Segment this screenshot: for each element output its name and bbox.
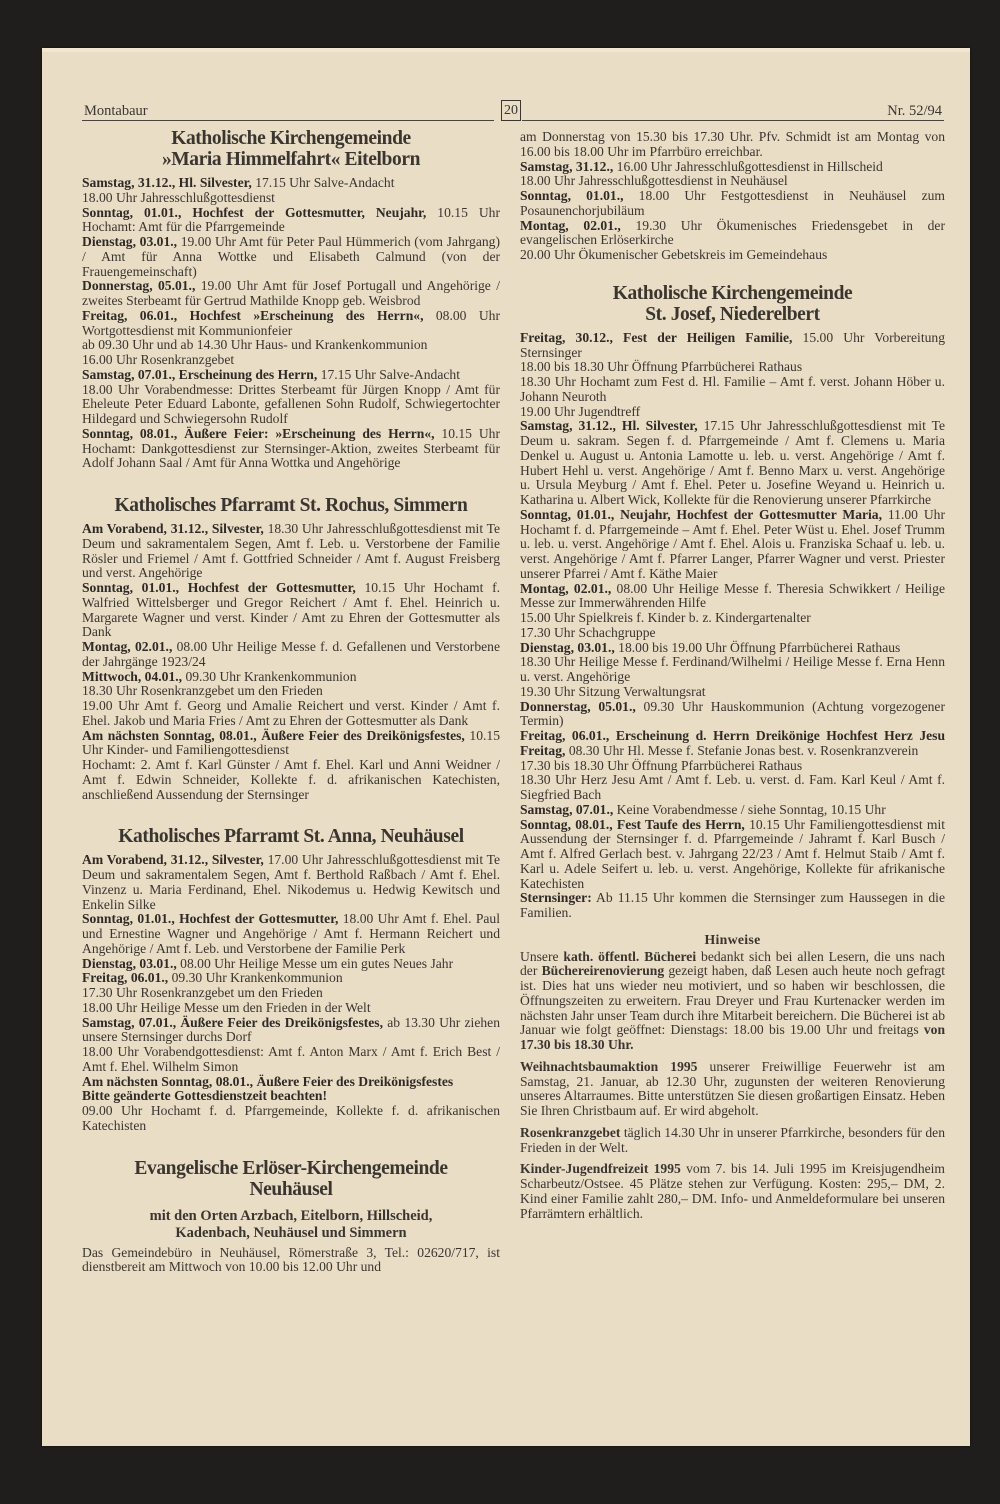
section-title-line: Katholische Kirchengemeinde: [171, 128, 411, 149]
schedule-entry: [82, 235, 500, 279]
entry-date-label: Samstag, 31.12., Hl. Silvester,: [82, 175, 252, 190]
entry-date-label: Samstag, 07.01., Äußere Feier des Dreikönigsfestes,: [82, 1014, 383, 1030]
entry-text: 19.00 Uhr Amt für Josef Portugall und Angehörige / zweites Sterbeamt für Gertrud Mathilde Knopp geb. Weisbrod: [82, 278, 500, 308]
entry-date-label: Sonntag, 01.01., Hochfest der Gottesmutter,: [82, 580, 356, 595]
section-niederelbert: [520, 283, 945, 921]
entry-text: 18.00 bis 18.30 Uhr Öffnung Pfarrbücherei Rathaus: [520, 359, 803, 375]
entry-text: 15.00 Uhr Spielkreis f. Kinder b. z. Kindergartenalter: [520, 610, 811, 625]
entry-list: [520, 160, 945, 263]
schedule-entry: [520, 626, 945, 641]
entry-date-label: Montag, 02.01.,: [520, 217, 621, 233]
entry-date-label: Sonntag, 08.01., Äußere Feier: »Erscheinung des Herrn«,: [82, 425, 435, 441]
schedule-entry: [520, 508, 945, 582]
notice-paragraph: [520, 1126, 945, 1156]
schedule-entry: [82, 640, 500, 670]
entry-date-label: Samstag, 07.01., Erscheinung des Herrn,: [82, 366, 318, 382]
entry-text: 08.00 Uhr Wortgottesdienst mit Kommunionfeier: [82, 307, 500, 338]
notice-text: bedankt sich bei allen Lesern, die uns nach der: [520, 948, 945, 979]
entry-text: 09.00 Uhr Hochamt f. d. Pfarrgemeinde, Kollekte f. d. afrikanischen Katechisten: [82, 1103, 500, 1133]
entry-text: 17.30 Uhr Rosenkranzgebet um den Frieden: [82, 985, 323, 1000]
section-subtitle-line: mit den Orten Arzbach, Eitelborn, Hillscheid,: [149, 1207, 433, 1224]
schedule-entry: [520, 655, 945, 685]
section-evangelisch-continued: [520, 130, 945, 263]
schedule-entry: [520, 700, 945, 730]
header-issue-number: Nr. 52/94: [887, 103, 942, 119]
notice-highlight: Büchereirenovierung: [541, 963, 665, 979]
schedule-entry: [82, 427, 500, 471]
header-location: Montabaur: [84, 103, 148, 119]
entry-text: 08.00 Uhr Heilige Messe f. Theresia Schwikkert / Heilige Messe zur Immerwährenden Hilfe: [520, 580, 945, 611]
entry-text: 18.00 Uhr Heilige Messe um den Frieden in der Welt: [82, 999, 371, 1015]
entry-text: 17.15 Uhr Jahresschlußgottesdienst mit Te Deum u. sakram. Segen f. d. Pfarrgemeinde / Amt f. Clemens u. Maria Denkel u. August u. Antonia Lamotte u. leb. u. verst. Angehörige / Amt f. Hubert Hehl u. verst. Angehörige / Amt f. Benno Marx u. verst. Angehörige u. Ursula Meyburg / Amt f. Ehel. Peter u. Josefine Weyand u. Heinrich u. Katharina u. Albert Wick, Kollekte für die Renovierung unserer Pfarrkirche: [520, 418, 945, 507]
notice-text: Unsere: [520, 948, 564, 964]
entry-text: 18.00 bis 19.00 Uhr Öffnung Pfarrbücherei Rathaus: [614, 639, 901, 655]
entry-text: 08.00 Uhr Heilige Messe um ein gutes Neues Jahr: [176, 955, 454, 971]
entry-date-label: Sonntag, 01.01., Hochfest der Gottesmutter,: [82, 911, 339, 927]
entry-date-label: Sonntag, 01.01.,: [520, 188, 624, 203]
schedule-entry: [82, 729, 500, 759]
spacer: [82, 1134, 500, 1158]
section-title-line: Katholische Kirchengemeinde: [612, 282, 853, 304]
entry-date-label: Sonntag, 01.01., Neujahr, Hochfest der Gottesmutter Maria,: [520, 506, 882, 522]
schedule-entry: [520, 375, 945, 405]
spacer: [520, 263, 945, 283]
section-title-line: Evangelische Erlöser-Kirchengemeinde: [134, 1157, 448, 1179]
entry-text: 17.15 Uhr Salve-Andacht: [317, 366, 460, 382]
entry-text: 19.30 Uhr Sitzung Verwaltungsrat: [520, 683, 706, 699]
notice-paragraph: [520, 950, 945, 1053]
schedule-entry: [82, 853, 500, 912]
page-number-box: 20: [501, 100, 521, 121]
schedule-entry: [82, 338, 500, 353]
section-title-line: St. Josef, Niederelbert: [645, 303, 820, 325]
page-header: [82, 100, 944, 122]
notice-text: täglich 14.30 Uhr in unserer Pfarrkirche, besonders für den Frieden in der Welt.: [520, 1124, 945, 1155]
schedule-entry: [82, 1089, 500, 1104]
entry-date-label: Am Vorabend, 31.12., Silvester,: [82, 521, 264, 536]
entry-list: [82, 853, 500, 1133]
entry-text: 10.15 Uhr Familiengottesdienst mit Aussendung der Sternsinger f. d. Pfarrgemeinde / Jahramt f. Karl Busch / Amt f. Alfred Gerlach best. v. Jahrgang 22/23 / Amt f. Helmut Staib / Amt f. Karl u. Adele Seifert u. leb. u. verst. Angehörige, Kollekte für afrikanische Katechisten: [520, 816, 945, 891]
entry-date-label: Freitag, 30.12., Fest der Heiligen Familie,: [520, 329, 793, 345]
entry-text: 09.30 Uhr Hauskommunion (Achtung vorgezogener Termin): [520, 698, 945, 729]
entry-text: Hochamt: 2. Amt f. Karl Günster / Amt f. Ehel. Karl und Anni Weidner / Amt f. Edwin Schneider, Kollekte f. d. afrikanischen Katechisten, anschließend Aussendung der Sternsinger: [82, 757, 500, 802]
schedule-entry: [520, 803, 945, 818]
newspaper-page: [42, 48, 970, 1446]
entry-text: 18.00 Uhr Jahresschlußgottesdienst in Neuhäusel: [520, 173, 788, 189]
schedule-entry: [82, 1016, 500, 1046]
entry-date-label: Am Vorabend, 31.12., Silvester,: [82, 852, 264, 868]
schedule-entry: [520, 189, 945, 219]
schedule-entry: [82, 986, 500, 1001]
entry-text: 17.00 Uhr Jahresschlußgottesdienst mit Te Deum und sakramentalem Segen, Amt f. Berthold Raßbach / Amt f. Ehel. Vinzenz u. Maria Ferdinand, Ehel. Nikodemus u. Hedwig Kewitsch und Enkelin Silke: [82, 852, 500, 912]
section-title: Katholisches Pfarramt St. Anna, Neuhäusel: [118, 826, 464, 848]
section-evangelisch: [82, 1158, 500, 1276]
entry-text: 17.30 Uhr Schachgruppe: [520, 624, 656, 640]
notice-highlight: Rosenkranzgebet: [520, 1124, 621, 1140]
spacer: [82, 802, 500, 826]
entry-text: 17.30 bis 18.30 Uhr Öffnung Pfarrbücherei Rathaus: [520, 757, 803, 773]
schedule-entry: [82, 279, 500, 309]
entry-text: 17.15 Uhr Salve-Andacht: [251, 175, 395, 190]
schedule-entry: [82, 191, 500, 206]
entry-text: 10.15 Uhr Hochamt: Amt für die Pfarrgemeinde: [82, 204, 500, 235]
entry-text: 08.00 Uhr Heilige Messe f. d. Gefallenen und Verstorbene der Jahrgänge 1923/24: [82, 639, 500, 669]
schedule-entry: [82, 699, 500, 729]
entry-date-label: Montag, 02.01.,: [82, 639, 173, 654]
entry-text: 18.30 Uhr Herz Jesu Amt / Amt f. Leb. u. verst. d. Fam. Karl Keul / Amt f. Siegfried Bach: [520, 772, 945, 802]
entry-text: 18.30 Uhr Rosenkranzgebet um den Frieden: [82, 683, 323, 699]
entry-text: 19.00 Uhr Jugendtreff: [520, 403, 641, 419]
schedule-entry: [520, 582, 945, 612]
entry-text: 18.00 Uhr Vorabendmesse: Drittes Sterbeamt für Jürgen Knopp / Amt für Eheleute Peter Eduard Labonte, gefallenen Sohn Rudolf, Schwiegertochter Hildegard und Schwiegersohn Rudolf: [82, 381, 500, 426]
notice-text: gezeigt haben, daß Lesen auch heute noch gefragt ist. Dies hat uns wieder neu motiviert, und so haben wir beschlossen, die Öffnungszeiten zu erweitern. Frau Dreyer und Frau Kurtenacker werden im nächsten Jahr unser Team durch ihre Mitarbeit bereichern. Die Bücherei ist ab Januar wie folgt geöffnet: Dienstags: 18.00 bis 19.00 Uhr und freitags: [520, 963, 945, 1038]
notice-text: unserer Freiwillige Feuerwehr ist am Samstag, 21. Januar, ab 12.30 Uhr, zugunsten der weiteren Renovierung unseres Altarraumes. Bitte unterstützen Sie diesen großartigen Einsatz. Heben Sie Ihren Christbaum auf. Er wird abgeholt.: [520, 1058, 945, 1118]
entry-text: Keine Vorabendmesse / siehe Sonntag, 10.15 Uhr: [613, 801, 886, 817]
section-subtitle-line: Kadenbach, Neuhäusel und Simmern: [175, 1224, 407, 1241]
entry-text: 20.00 Uhr Ökumenischer Gebetskreis im Gemeindehaus: [520, 247, 828, 262]
spacer: [82, 471, 500, 495]
left-column: [82, 128, 500, 1275]
section-title: [82, 1158, 500, 1200]
entry-text: 15.00 Uhr Vorbereitung Sternsinger: [520, 329, 945, 360]
schedule-entry: [520, 818, 945, 892]
entry-date-label: Samstag, 07.01.,: [520, 801, 614, 817]
schedule-entry: [82, 971, 500, 986]
schedule-entry: [82, 684, 500, 699]
section-title-line: »Maria Himmelfahrt« Eitelborn: [161, 149, 421, 170]
entry-date-label: Samstag, 31.12., Hl. Silvester,: [520, 418, 698, 434]
entry-text: 19.00 Uhr Amt für Peter Paul Hümmerich (vom Jahrgang) / Amt für Anna Wottke und Elisabeth Calmund (von der Frauengemeinschaft): [82, 234, 501, 279]
notice-highlight: Weihnachtsbaumaktion 1995: [520, 1058, 698, 1074]
entry-text: 18.30 Uhr Hochamt zum Fest d. Hl. Familie – Amt f. verst. Johann Höber u. Johann Neuroth: [520, 374, 945, 404]
section-hinweise: [520, 933, 945, 1222]
section-title: Katholisches Pfarramt St. Rochus, Simmern: [114, 495, 468, 516]
section-neuhaeusel: [82, 826, 500, 1133]
entry-date-label: Sonntag, 08.01., Fest Taufe des Herrn,: [520, 816, 745, 832]
notice-highlight: kath. öffentl. Bücherei: [563, 948, 697, 964]
section-eitelborn: [82, 128, 500, 471]
entry-text: 16.00 Uhr Jahresschlußgottesdienst in Hillscheid: [613, 158, 883, 174]
entry-text: 18.00 Uhr Amt f. Ehel. Paul und Ernestine Wagner und Angehörige / Amt f. Hermann Reichert und Angehörige / Amt f. Leb. und Verstorbene der Familie Perk: [82, 911, 500, 956]
section-title-line: Neuhäusel: [249, 1178, 333, 1200]
entry-date-label: Mittwoch, 04.01.,: [82, 668, 183, 684]
schedule-entry: [82, 522, 500, 581]
entry-text: ab 09.30 Uhr und ab 14.30 Uhr Haus- und Krankenkommunion: [82, 337, 428, 353]
schedule-entry: [520, 360, 945, 375]
schedule-entry: [520, 611, 945, 626]
schedule-entry: [520, 248, 945, 263]
schedule-entry: [82, 758, 500, 802]
entry-list: [82, 522, 500, 802]
entry-date-label: Dienstag, 03.01.,: [82, 234, 178, 249]
entry-text: ab 13.30 Uhr ziehen unsere Sternsinger durchs Dorf: [82, 1014, 500, 1045]
notice-highlight: von 17.30 bis 18.30 Uhr.: [520, 1022, 945, 1052]
schedule-entry: [520, 759, 945, 774]
entry-text: 16.00 Uhr Rosenkranzgebet: [82, 352, 235, 367]
section-title: [520, 283, 945, 325]
entry-text: 19.30 Uhr Ökumenisches Friedensgebet in der evangelischen Erlöserkirche: [520, 217, 945, 248]
schedule-entry: [520, 685, 945, 700]
section-subtitle: [82, 1208, 500, 1242]
entry-date-label: Sonntag, 01.01., Hochfest der Gottesmutter, Neujahr,: [82, 204, 427, 220]
section-simmern: [82, 495, 500, 802]
entry-date-label: Am nächsten Sonntag, 08.01., Äußere Feier des Dreikönigsfestes,: [82, 727, 465, 743]
hinweise-paragraphs: [520, 950, 945, 1222]
schedule-entry: [82, 368, 500, 383]
schedule-entry: [520, 219, 945, 249]
notice-paragraph: [520, 1060, 945, 1119]
header-rule-left: [82, 120, 494, 121]
entry-date-label: Dienstag, 03.01.,: [82, 955, 177, 971]
schedule-entry: [520, 331, 945, 361]
schedule-entry: [520, 641, 945, 656]
entry-text: 09.30 Uhr Krankenkommunion: [168, 970, 343, 986]
entry-text: 08.30 Uhr Hl. Messe f. Stefanie Jonas best. v. Rosenkranzverein: [565, 742, 919, 758]
schedule-entry: [520, 174, 945, 189]
schedule-entry: [82, 670, 500, 685]
schedule-entry: [82, 206, 500, 236]
entry-date-label: Freitag, 06.01., Hochfest »Erscheinung des Herrn«,: [82, 307, 424, 323]
schedule-entry: [520, 405, 945, 420]
schedule-entry: [82, 1001, 500, 1016]
entry-text: Ab 11.15 Uhr kommen die Sternsinger zum Haussegen in die Familien.: [520, 890, 945, 920]
entry-date-label: Donnerstag, 05.01.,: [82, 278, 196, 294]
schedule-entry: [520, 419, 945, 508]
entry-date-label: Bitte geänderte Gottesdienstzeit beachten!: [82, 1088, 327, 1104]
schedule-entry: [520, 891, 945, 921]
entry-date-label: Samstag, 31.12.,: [520, 158, 614, 174]
schedule-entry: [82, 957, 500, 972]
entry-text: 10.15 Uhr Hochamt: Dankgottesdienst zur Sternsinger-Aktion, zweites Sterbeamt für Adolf Johann Saal / Amt für Anna Wottka und Angehörige: [82, 425, 500, 471]
schedule-entry: [82, 912, 500, 956]
entry-date-label: Montag, 02.01.,: [520, 580, 612, 596]
schedule-entry: [520, 729, 945, 759]
entry-text: 19.00 Uhr Amt f. Georg und Amalie Reichert und verst. Kinder / Amt f. Ehel. Jakob und Maria Fries / Amt zu Ehren der Gottesmutter als Dank: [82, 698, 500, 728]
notice-highlight: Kinder-Jugendfreizeit 1995: [520, 1161, 681, 1177]
entry-list: [520, 331, 945, 921]
schedule-entry: [82, 1104, 500, 1134]
entry-text: 18.30 Uhr Jahresschlußgottesdienst mit Te Deum und sakramentalem Segen, Amt f. Leb. u. Verstorbene der Familie Rösler und Friemel / Amt f. Gottfried Schneider / Amt f. August Freisberg und verst. Angehörige: [82, 521, 500, 581]
entry-text: 18.00 Uhr Jahresschlußgottesdienst: [82, 189, 275, 205]
entry-date-label: Sternsinger:: [520, 890, 592, 906]
schedule-entry: [520, 773, 945, 803]
schedule-entry: [82, 383, 500, 427]
right-column: [520, 130, 945, 1228]
notice-paragraph: [520, 1162, 945, 1221]
entry-text: 10.15 Uhr Kinder- und Familiengottesdienst: [82, 727, 501, 758]
hinweise-title: Hinweise: [704, 931, 761, 947]
office-hours-intro: Das Gemeindebüro in Neuhäusel, Römerstraße 3, Tel.: 02620/717, ist dienstbereit am Mittwoch von 10.00 bis 12.00 Uhr und: [82, 1244, 500, 1275]
schedule-entry: [82, 176, 500, 191]
schedule-entry: [520, 160, 945, 175]
schedule-entry: [82, 1045, 500, 1075]
entry-date-label: Donnerstag, 05.01.,: [520, 698, 636, 714]
entry-date-label: Freitag, 06.01., Erscheinung d. Herrn Dreikönige Hochfest Herz Jesu Freitag,: [520, 728, 945, 758]
header-rule-right: [522, 120, 944, 121]
entry-text: 09.30 Uhr Krankenkommunion: [182, 668, 357, 684]
entry-text: 18.00 Uhr Festgottesdienst in Neuhäusel zum Posaunenchorjubiläum: [520, 188, 945, 218]
schedule-entry: [82, 581, 500, 640]
schedule-entry: [82, 1075, 500, 1090]
entry-text: 11.00 Uhr Hochamt f. d. Pfarrgemeinde – Amt f. Ehel. Peter Wüst u. Ehel. Josef Trumm u. leb. u. verst. Angehörige / Amt f. Ehel. Alois u. Franziska Schaaf u. leb. u. verst. Angehörige / Amt f. Pfarrer Langer, Pfarrer Wagner und verst. Priester unserer Pfarrei / Amt f. Käthe Maier: [520, 506, 945, 581]
entry-date-label: Dienstag, 03.01.,: [520, 639, 615, 655]
section-title: [82, 128, 500, 170]
entry-list: [82, 176, 500, 471]
entry-text: 10.15 Uhr Hochamt f. Walfried Wittelsberger und Gregor Reichert / Amt f. Ehel. Heinrich u. Margarete Wagner und verst. Kinder / Amt zu Ehren der Gottesmutter als Dank: [82, 580, 500, 640]
schedule-entry: [82, 353, 500, 368]
entry-text: 18.00 Uhr Vorabendgottesdienst: Amt f. Anton Marx / Amt f. Erich Best / Amt f. Ehel. Wilhelm Simon: [82, 1044, 500, 1074]
notice-text: vom 7. bis 14. Juli 1995 im Kreisjugendheim Scharbeutz/Ostsee. 45 Plätze stehen zur Verfügung. Kosten: 295,– DM, 2. Kind einer Familie zahlt 280,– DM. Info- und Anmeldeformulare bei unseren Pfarrämtern erhältlich.: [520, 1161, 945, 1221]
office-hours-continued: am Donnerstag von 15.30 bis 17.30 Uhr. Pfv. Schmidt ist am Montag von 16.00 bis 18.00 Uhr im Pfarrbüro erreichbar.: [520, 129, 945, 159]
entry-text: 18.30 Uhr Heilige Messe f. Ferdinand/Wilhelmi / Heilige Messe f. Erna Henn u. verst. Angehörige: [520, 654, 945, 684]
schedule-entry: [82, 309, 500, 339]
entry-date-label: Am nächsten Sonntag, 08.01., Äußere Feier des Dreikönigsfestes: [82, 1073, 454, 1089]
entry-date-label: Freitag, 06.01.,: [82, 970, 169, 986]
